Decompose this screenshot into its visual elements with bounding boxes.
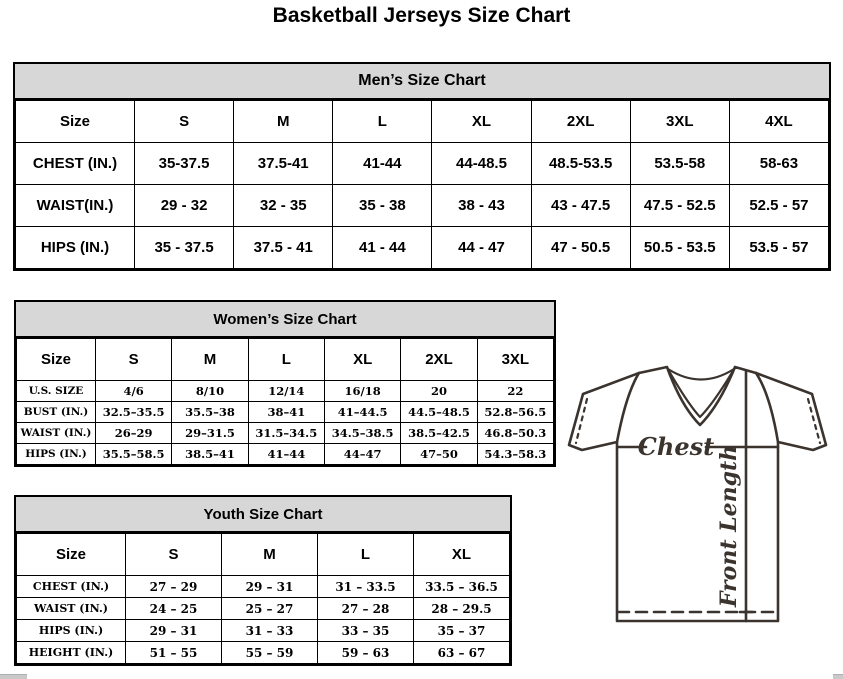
size-value-cell: 52.5 - 57 xyxy=(729,185,828,227)
size-value-cell: 47 - 50.5 xyxy=(531,227,630,269)
size-value-cell: 31.5–34.5 xyxy=(248,423,324,444)
size-column-header: XL xyxy=(432,101,531,143)
size-column-header: 2XL xyxy=(531,101,630,143)
size-value-cell: 41-44 xyxy=(333,143,432,185)
size-value-cell: 16/18 xyxy=(324,381,400,402)
youth-size-chart xyxy=(14,495,512,666)
size-value-cell: 29 – 31 xyxy=(222,576,318,598)
size-value-cell: 35.5–58.5 xyxy=(96,444,172,465)
mens-chart-title: Men’s Size Chart xyxy=(15,64,829,100)
row-label: BUST (IN.) xyxy=(17,402,96,423)
size-label-header: Size xyxy=(17,534,126,576)
chest-label: Chest xyxy=(637,432,715,461)
size-value-cell: 31 – 33.5 xyxy=(318,576,414,598)
measurement-row xyxy=(17,423,554,444)
size-column-header: 4XL xyxy=(729,101,828,143)
youth-chart-title: Youth Size Chart xyxy=(16,497,510,533)
collar-back-line xyxy=(668,369,734,380)
size-value-cell: 47–50 xyxy=(401,444,477,465)
womens-size-chart xyxy=(14,300,556,467)
size-value-cell: 33.5 – 36.5 xyxy=(414,576,510,598)
size-column-header: XL xyxy=(414,534,510,576)
size-value-cell: 47.5 - 52.5 xyxy=(630,185,729,227)
size-value-cell: 37.5-41 xyxy=(234,143,333,185)
size-value-cell: 54.3–58.3 xyxy=(477,444,553,465)
measurement-row xyxy=(17,620,510,642)
row-label: WAIST (IN.) xyxy=(17,423,96,444)
size-value-cell: 59 – 63 xyxy=(318,642,414,664)
size-value-cell: 41–44 xyxy=(248,444,324,465)
mens-size-table xyxy=(15,100,829,269)
row-label: WAIST(IN.) xyxy=(16,185,135,227)
measurement-row xyxy=(17,642,510,664)
size-value-cell: 33 – 35 xyxy=(318,620,414,642)
size-value-cell: 63 – 67 xyxy=(414,642,510,664)
scrollbar-fragment-right[interactable] xyxy=(833,674,843,679)
row-label: HIPS (IN.) xyxy=(16,227,135,269)
row-label: CHEST (IN.) xyxy=(17,576,126,598)
size-column-header: M xyxy=(222,534,318,576)
womens-size-table xyxy=(16,338,554,465)
youth-size-table xyxy=(16,533,510,664)
size-value-cell: 44.5–48.5 xyxy=(401,402,477,423)
size-column-header: S xyxy=(126,534,222,576)
size-value-cell: 50.5 - 53.5 xyxy=(630,227,729,269)
row-label: WAIST (IN.) xyxy=(17,598,126,620)
size-value-cell: 25 – 27 xyxy=(222,598,318,620)
size-value-cell: 29 - 32 xyxy=(135,185,234,227)
measurement-row xyxy=(17,444,554,465)
jersey-outline-path xyxy=(569,367,826,621)
size-value-cell: 22 xyxy=(477,381,553,402)
size-value-cell: 20 xyxy=(401,381,477,402)
size-value-cell: 58-63 xyxy=(729,143,828,185)
size-column-header: S xyxy=(96,339,172,381)
measurement-row xyxy=(16,185,829,227)
right-sleeve-seam xyxy=(756,373,778,442)
size-value-cell: 55 – 59 xyxy=(222,642,318,664)
size-value-cell: 28 – 29.5 xyxy=(414,598,510,620)
size-value-cell: 29 – 31 xyxy=(126,620,222,642)
size-column-header: 2XL xyxy=(401,339,477,381)
size-value-cell: 35.5–38 xyxy=(172,402,248,423)
measurement-row xyxy=(16,227,829,269)
row-label: HEIGHT (IN.) xyxy=(17,642,126,664)
size-column-header: L xyxy=(333,101,432,143)
size-column-header: 3XL xyxy=(477,339,553,381)
size-column-header: L xyxy=(248,339,324,381)
size-value-cell: 35 - 37.5 xyxy=(135,227,234,269)
size-value-cell: 44–47 xyxy=(324,444,400,465)
size-column-header: S xyxy=(135,101,234,143)
size-value-cell: 35 - 38 xyxy=(333,185,432,227)
size-value-cell: 24 – 25 xyxy=(126,598,222,620)
size-label-header: Size xyxy=(17,339,96,381)
page-title: Basketball Jerseys Size Chart xyxy=(272,4,571,27)
left-sleeve-seam xyxy=(617,373,639,442)
size-value-cell: 41–44.5 xyxy=(324,402,400,423)
size-value-cell: 4/6 xyxy=(96,381,172,402)
size-value-cell: 41 - 44 xyxy=(333,227,432,269)
size-column-header: 3XL xyxy=(630,101,729,143)
mens-size-chart xyxy=(13,62,831,271)
size-value-cell: 34.5–38.5 xyxy=(324,423,400,444)
size-value-cell: 26–29 xyxy=(96,423,172,444)
row-label: HIPS (IN.) xyxy=(17,620,126,642)
size-value-cell: 32.5–35.5 xyxy=(96,402,172,423)
size-column-header: M xyxy=(234,101,333,143)
size-value-cell: 38.5–42.5 xyxy=(401,423,477,444)
measurement-row xyxy=(17,598,510,620)
size-value-cell: 38.5–41 xyxy=(172,444,248,465)
size-value-cell: 27 – 28 xyxy=(318,598,414,620)
size-value-cell: 35-37.5 xyxy=(135,143,234,185)
size-value-cell: 52.8–56.5 xyxy=(477,402,553,423)
size-value-cell: 38 - 43 xyxy=(432,185,531,227)
measurement-row xyxy=(17,576,510,598)
size-value-cell: 31 – 33 xyxy=(222,620,318,642)
size-value-cell: 44-48.5 xyxy=(432,143,531,185)
womens-chart-title: Women’s Size Chart xyxy=(16,302,554,338)
size-value-cell: 38–41 xyxy=(248,402,324,423)
size-header-row xyxy=(17,339,554,381)
size-value-cell: 29–31.5 xyxy=(172,423,248,444)
size-column-header: L xyxy=(318,534,414,576)
left-cuff-stitch xyxy=(576,399,587,443)
size-value-cell: 51 – 55 xyxy=(126,642,222,664)
row-label: CHEST (IN.) xyxy=(16,143,135,185)
front-length-label: Front Length xyxy=(716,444,742,608)
size-value-cell: 27 – 29 xyxy=(126,576,222,598)
size-value-cell: 44 - 47 xyxy=(432,227,531,269)
jersey-measurement-diagram xyxy=(556,354,843,632)
measurement-row xyxy=(16,143,829,185)
scrollbar-fragment-left[interactable] xyxy=(0,674,27,679)
size-value-cell: 43 - 47.5 xyxy=(531,185,630,227)
measurement-row xyxy=(17,402,554,423)
size-value-cell: 37.5 - 41 xyxy=(234,227,333,269)
row-label: U.S. SIZE xyxy=(17,381,96,402)
size-value-cell: 32 - 35 xyxy=(234,185,333,227)
size-column-header: XL xyxy=(324,339,400,381)
size-column-header: M xyxy=(172,339,248,381)
size-value-cell: 53.5 - 57 xyxy=(729,227,828,269)
size-value-cell: 12/14 xyxy=(248,381,324,402)
size-value-cell: 53.5-58 xyxy=(630,143,729,185)
size-header-row xyxy=(17,534,510,576)
size-header-row xyxy=(16,101,829,143)
size-value-cell: 46.8–50.3 xyxy=(477,423,553,444)
size-value-cell: 35 – 37 xyxy=(414,620,510,642)
size-label-header: Size xyxy=(16,101,135,143)
size-value-cell: 48.5-53.5 xyxy=(531,143,630,185)
size-value-cell: 8/10 xyxy=(172,381,248,402)
measurement-row xyxy=(17,381,554,402)
row-label: HIPS (IN.) xyxy=(17,444,96,465)
